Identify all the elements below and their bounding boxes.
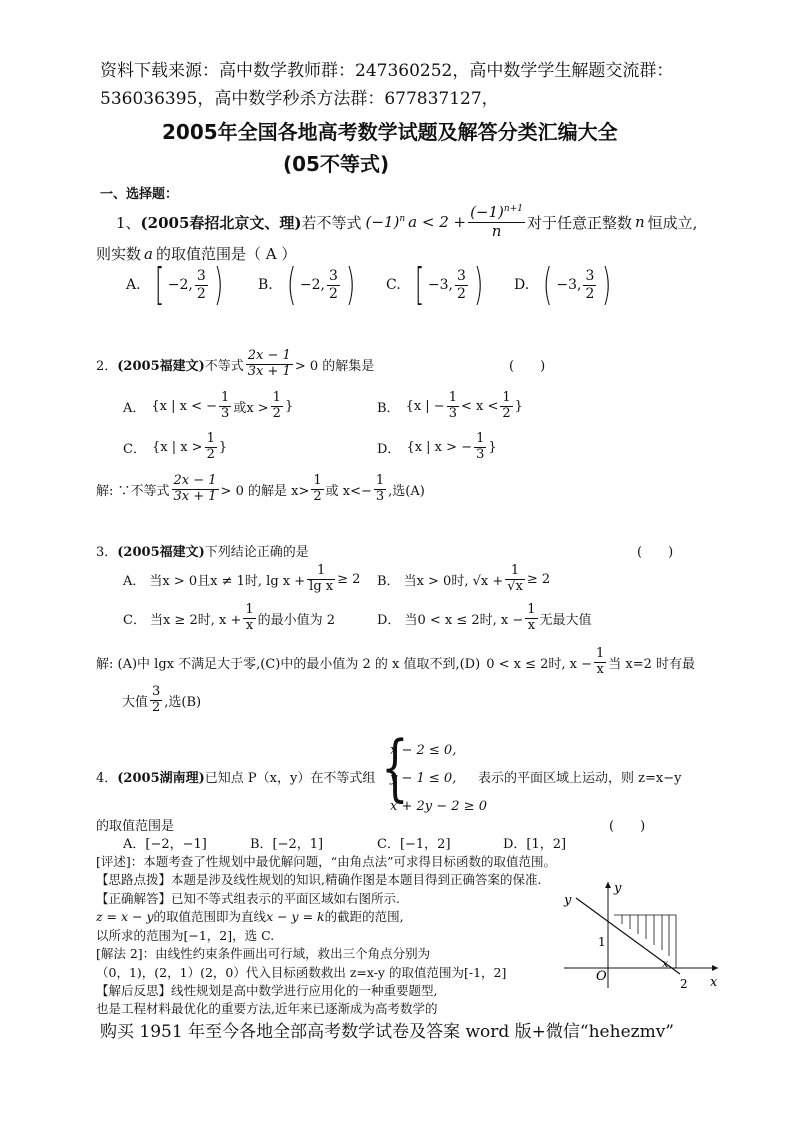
- q1-option-b[interactable]: [258, 259, 386, 310]
- q1-option-c-label: C.: [386, 277, 401, 293]
- q3-option-b-label: B．: [377, 573, 400, 589]
- q1-option-c-close: ): [473, 259, 484, 310]
- q2-option-b-post: }: [514, 398, 523, 414]
- q2-option-d-label: D．: [377, 441, 401, 457]
- q2-option-b-pre: {x | −: [405, 398, 445, 414]
- q2-solution-mid2: 或 x<−: [325, 483, 372, 499]
- q4-comment: [评述]：本题考查了性规划中最优解问题，“由角点法”可求得目标函数的取值范围。: [96, 854, 557, 869]
- q1-text-a: 若不等式: [301, 213, 362, 232]
- q2-option-a-mid: 或x >: [233, 400, 269, 416]
- q4-answer-2-expr: z = x − y: [96, 909, 154, 924]
- q3-solution-frac-2: $\frac{3}{2}$: [152, 683, 161, 715]
- q1-option-c-open: [: [414, 259, 424, 310]
- q3-option-c-frac: $\frac{1}{x}$: [245, 601, 254, 633]
- q2-solution-frac: $\frac{2x - 1}{3x + 1}$: [173, 472, 217, 504]
- q4-system: [390, 737, 487, 821]
- q1-option-d-close: ): [602, 259, 612, 310]
- x-axis-label: x: [710, 975, 718, 990]
- q1-option-a-close: ): [213, 259, 224, 310]
- q4-system-brace: {: [381, 725, 409, 809]
- q3-solution-line-2: [122, 680, 201, 720]
- q3-solution-line2-b: ,选(B): [164, 694, 202, 710]
- q1-cond-left: $(-1)^n$: [365, 213, 406, 231]
- q4-option-c[interactable]: C．[−1，2]: [377, 837, 451, 852]
- q2-option-b-frac1: $\frac{1}{3}$: [448, 389, 457, 421]
- q1-option-c-frac: $\frac{3}{2}$: [456, 268, 466, 302]
- q1-text-b: 对于任意正整数: [526, 213, 632, 232]
- q3-option-a-post: ≥ 2: [337, 571, 361, 587]
- q2-option-a-frac1: $\frac{1}{3}$: [221, 389, 230, 421]
- q4-answer-1: 【正确解答】已知不等式组表示的平面区域如右图所示.: [96, 891, 400, 906]
- footer-note: 购买 1951 年至今各地全部高考数学试卷及答案 word 版+微信“hehezmv”: [100, 1022, 674, 1042]
- q1-fraction: $\frac{(-1)^{n+1}}{n}$: [470, 203, 523, 240]
- q1-line2-text: 则实数: [96, 245, 142, 263]
- page-title: 2005年全国各地高考数学试题及解答分类汇编大全: [162, 120, 618, 144]
- q2-option-a-post: }: [284, 398, 294, 414]
- q4-answer-paren: ( ): [609, 819, 646, 834]
- q2-option-b-frac2: $\frac{1}{2}$: [502, 389, 511, 421]
- q4-line-2: 的取值范围是: [96, 819, 175, 834]
- q2-number: 2．: [96, 358, 118, 374]
- q1-option-b-open: (: [286, 259, 297, 310]
- origin-label: O: [596, 969, 607, 984]
- q3-option-d[interactable]: [377, 599, 592, 637]
- q3-answer-paren: ( ): [637, 545, 674, 560]
- q1-option-a-open: [: [154, 259, 164, 310]
- q4-answer-2-text: 的取值范围即为直线: [153, 909, 267, 924]
- q1-option-c[interactable]: [386, 259, 514, 310]
- intercept-mark: x: [662, 957, 669, 970]
- q1-option-d-open: (: [543, 259, 553, 310]
- q1-cond-mid: a < 2 +: [408, 213, 467, 231]
- q2-option-d-pre: {x | x > −: [406, 439, 473, 455]
- q2-solution-mid: > 0 的解是 x>: [220, 483, 310, 499]
- q3-option-c-text: 当x ≥ 2时, x +: [149, 612, 242, 628]
- q3-option-d-text: 当0 < x ≤ 2时, x −: [404, 612, 524, 628]
- page-subtitle: (05不等式): [283, 152, 390, 176]
- q4-option-b[interactable]: B．[−2，1]: [250, 837, 324, 852]
- q4-answer-3: 以所求的范围为[−1，2]，选 C.: [96, 928, 275, 943]
- question-2: [96, 344, 374, 384]
- q3-option-b-post: ≥ 2: [526, 571, 551, 587]
- q4-text-b: 表示的平面区域上运动，则 z=x−y: [478, 771, 682, 786]
- q4-number: 4．: [96, 771, 118, 786]
- q2-solution-post: ,选(A): [388, 483, 425, 499]
- q4-system-line-2: y − 1 ≤ 0,: [390, 771, 457, 786]
- tick-x-2: 2: [680, 977, 688, 991]
- q2-option-b-label: B．: [377, 400, 400, 416]
- q2-option-d-frac: $\frac{1}{3}$: [476, 430, 485, 462]
- q1-option-c-left: −3,: [427, 277, 453, 293]
- q3-source: (2005福建文): [117, 545, 205, 560]
- q2-source: (2005福建文): [117, 358, 205, 374]
- q1-option-d-left: −3,: [556, 277, 582, 293]
- q4-option-d[interactable]: D．[1，2]: [503, 837, 567, 852]
- q2-option-c-frac: $\frac{1}{2}$: [206, 430, 215, 462]
- source-line-2: 536036395，高中数学秒杀方法群：677837127，: [100, 89, 499, 109]
- q3-option-a-text: 当x > 0且x ≠ 1时, lg x +: [149, 573, 306, 589]
- q1-option-a[interactable]: [126, 259, 258, 310]
- q3-solution-text-b: 0 < x ≤ 2时, x −: [486, 656, 592, 672]
- line-label: y: [564, 893, 572, 908]
- q2-option-b[interactable]: [377, 386, 523, 426]
- q3-option-c-post: 的最小值为 2: [257, 612, 336, 628]
- q3-solution-text-c: 当 x=2 时有最: [608, 656, 696, 672]
- q2-solution-frac-2: $\frac{1}{3}$: [375, 472, 385, 504]
- q1-option-b-left: −2,: [299, 277, 326, 293]
- q3-option-b-frac: $\frac{1}{√x}$: [507, 562, 523, 594]
- q1-options: [126, 259, 616, 310]
- q1-option-a-left: −2,: [167, 277, 193, 293]
- q2-solution-pre: 解: ∵不等式: [96, 483, 170, 499]
- q3-option-d-post: 无最大值: [539, 612, 592, 628]
- q2-option-b-mid: < x <: [460, 398, 499, 414]
- q1-option-b-frac: $\frac{3}{2}$: [329, 268, 338, 302]
- q2-option-d[interactable]: [377, 427, 497, 467]
- q1-line2-text-b: 的取值范围是（ A ）: [155, 245, 297, 263]
- q2-option-c-label: C．: [123, 441, 146, 457]
- q2-option-c-post: }: [218, 439, 228, 455]
- q3-option-b-text: 当x > 0时, √x +: [403, 573, 504, 589]
- q3-option-a-frac: $\frac{1}{\text{lg x}}$: [309, 562, 334, 594]
- q2-fraction: $\frac{2x - 1}{3x + 1}$: [247, 347, 291, 379]
- q1-source: (2005春招北京文、理): [140, 213, 302, 232]
- q2-option-a-label: A．: [123, 400, 146, 416]
- q2-option-a[interactable]: [123, 386, 293, 426]
- q2-solution: [96, 469, 425, 509]
- q3-option-a[interactable]: [123, 560, 360, 598]
- q1-option-a-frac: $\frac{3}{2}$: [196, 268, 206, 302]
- q2-option-a-frac2: $\frac{1}{2}$: [272, 389, 281, 421]
- q1-option-d[interactable]: [514, 259, 616, 310]
- q4-answer-2: [96, 907, 404, 925]
- section-heading: 一、选择题：: [100, 187, 179, 202]
- question-1: [116, 200, 697, 244]
- q3-text: 下列结论正确的是: [204, 545, 309, 560]
- q4-region-graph: [558, 876, 728, 998]
- q1-var-n: n: [635, 213, 645, 231]
- q2-option-c-pre: {x | x >: [151, 439, 203, 455]
- q1-option-d-frac: $\frac{3}{2}$: [585, 268, 595, 302]
- tick-y-1: 1: [598, 935, 606, 949]
- y-axis-label: y: [614, 881, 622, 896]
- question-3: [96, 541, 309, 560]
- q1-line-2: [96, 243, 296, 264]
- q4-answer-2-tail: 的截距的范围,: [324, 909, 404, 924]
- q3-option-c[interactable]: [123, 599, 335, 637]
- q3-option-a-label: A．: [123, 573, 146, 589]
- q4-hint: 【思路点拨】本题是涉及线性规划的知识,精确作图是本题目得到正确答案的保准.: [96, 872, 542, 887]
- q2-answer-paren: ( ): [509, 359, 546, 374]
- q1-var-a: a: [144, 245, 153, 263]
- q3-solution-frac: $\frac{1}{x}$: [596, 645, 605, 677]
- q3-solution-line-1: [96, 642, 695, 682]
- q1-number: 1、: [116, 213, 141, 232]
- q2-option-d-post: }: [488, 439, 497, 455]
- q2-solution-frac-1: $\frac{1}{2}$: [313, 472, 322, 504]
- q1-text-c: 恒成立,: [647, 213, 698, 232]
- q2-text-b: > 0 的解集是: [294, 358, 375, 374]
- q3-option-d-frac: $\frac{1}{x}$: [527, 601, 536, 633]
- q4-source: (2005湖南理): [117, 771, 205, 786]
- q4-option-a[interactable]: A．[−2，−1]: [123, 837, 207, 852]
- q4-method-2-a: [解法 2]：由线性约束条件画出可行域，救出三个角点分别为: [96, 946, 431, 961]
- q4-answer-2-line: x − y = k: [266, 909, 325, 924]
- q4-system-line-3: x + 2y − 2 ≥ 0: [390, 799, 487, 814]
- q3-solution-text-a: 解: (A)中 lgx 不满足大于零,(C)中的最小值为 2 的 x 值取不到,(D): [96, 656, 481, 672]
- q3-option-b[interactable]: [377, 560, 550, 598]
- q2-option-a-pre: {x | x < −: [151, 398, 218, 414]
- q1-option-b-label: B.: [258, 277, 273, 293]
- q4-text-a: 已知点 P（x，y）在不等式组: [204, 771, 376, 786]
- source-line-1: 资料下载来源：高中数学教师群：247360252，高中数学学生解题交流群：: [100, 61, 674, 81]
- q3-option-c-label: C．: [123, 612, 146, 628]
- q1-option-d-label: D.: [514, 277, 530, 293]
- question-4: [96, 767, 375, 786]
- q2-option-c[interactable]: [123, 427, 227, 467]
- q3-option-d-label: D．: [377, 612, 401, 628]
- q3-number: 3．: [96, 545, 118, 560]
- q1-option-a-label: A.: [126, 277, 141, 293]
- q1-option-b-close: ): [345, 259, 356, 310]
- q3-solution-line2-a: 大值: [122, 694, 149, 710]
- q4-system-line-1: x − 2 ≤ 0,: [390, 743, 457, 758]
- q4-reflect-1: 【解后反思】线性规划是高中数学进行应用化的一种重要题型,: [96, 983, 438, 998]
- q2-text-a: 不等式: [204, 358, 244, 374]
- q4-method-2-b: （0，1)，(2，1）(2，0）代入目标函数救出 z=x-y 的取值范围为[-1，2]: [96, 965, 507, 980]
- q4-reflect-2: 也是工程材料最优化的重要方法,近年来已逐渐成为高考数学的: [96, 1001, 438, 1016]
